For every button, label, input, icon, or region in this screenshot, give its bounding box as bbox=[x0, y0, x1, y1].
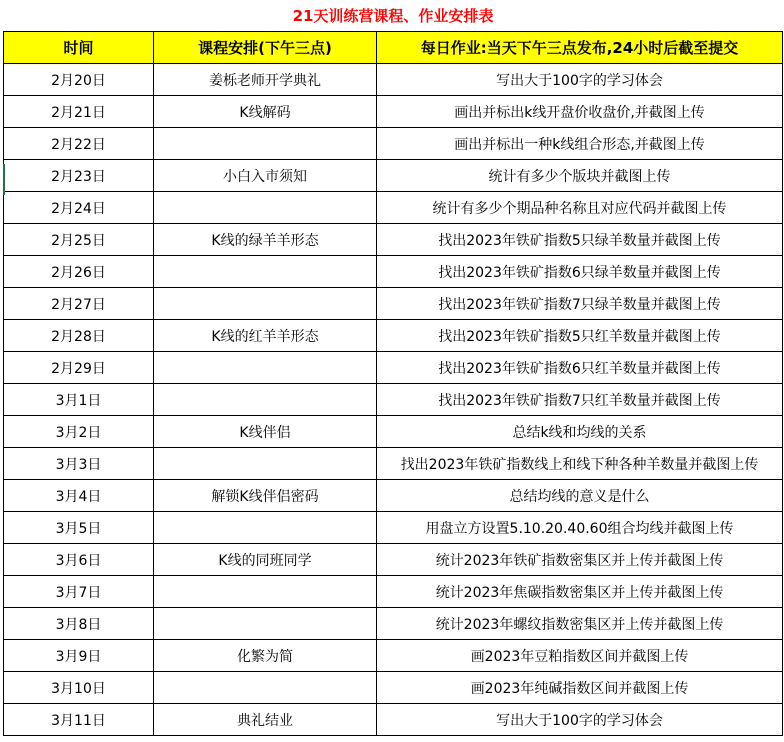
header-course[interactable]: 课程安排(下午三点) bbox=[154, 32, 377, 64]
table-row bbox=[4, 64, 783, 96]
date-cell[interactable]: 2月29日 bbox=[4, 352, 154, 384]
table-row bbox=[4, 544, 783, 576]
table-row bbox=[4, 128, 783, 160]
header-date[interactable]: 时间 bbox=[4, 32, 154, 64]
course-cell[interactable] bbox=[154, 512, 377, 544]
course-cell[interactable]: K线的绿羊羊形态 bbox=[154, 224, 377, 256]
date-cell[interactable]: 2月24日 bbox=[4, 192, 154, 224]
homework-cell[interactable]: 写出大于100字的学习体会 bbox=[377, 64, 783, 96]
date-cell[interactable]: 3月1日 bbox=[4, 384, 154, 416]
homework-cell[interactable]: 找出2023年铁矿指数5只红羊数量并截图上传 bbox=[377, 320, 783, 352]
homework-cell[interactable]: 统计2023年焦碳指数密集区并上传并截图上传 bbox=[377, 576, 783, 608]
course-cell[interactable]: 小白入市须知 bbox=[154, 160, 377, 192]
homework-cell[interactable]: 统计2023年铁矿指数密集区并上传并截图上传 bbox=[377, 544, 783, 576]
course-cell[interactable] bbox=[154, 352, 377, 384]
course-cell[interactable] bbox=[154, 288, 377, 320]
table-row bbox=[4, 480, 783, 512]
homework-cell[interactable]: 用盘立方设置5.10.20.40.60组合均线并截图上传 bbox=[377, 512, 783, 544]
date-cell[interactable]: 3月8日 bbox=[4, 608, 154, 640]
date-cell[interactable]: 3月7日 bbox=[4, 576, 154, 608]
course-cell[interactable] bbox=[154, 576, 377, 608]
selected-cell-indicator bbox=[3, 164, 5, 195]
homework-cell[interactable]: 找出2023年铁矿指数7只绿羊数量并截图上传 bbox=[377, 288, 783, 320]
date-cell[interactable]: 3月11日 bbox=[4, 704, 154, 736]
homework-cell[interactable]: 统计有多少个版块并截图上传 bbox=[377, 160, 783, 192]
course-cell[interactable]: 解锁K线伴侣密码 bbox=[154, 480, 377, 512]
table-row bbox=[4, 160, 783, 192]
table-row bbox=[4, 256, 783, 288]
course-cell[interactable] bbox=[154, 192, 377, 224]
homework-cell[interactable]: 画2023年豆粕指数区间并截图上传 bbox=[377, 640, 783, 672]
homework-cell[interactable]: 找出2023年铁矿指数6只红羊数量并截图上传 bbox=[377, 352, 783, 384]
date-cell[interactable]: 3月6日 bbox=[4, 544, 154, 576]
table-row bbox=[4, 512, 783, 544]
course-cell[interactable] bbox=[154, 672, 377, 704]
date-cell[interactable]: 3月10日 bbox=[4, 672, 154, 704]
date-cell[interactable]: 2月20日 bbox=[4, 64, 154, 96]
homework-cell[interactable]: 画出并标出k线开盘价收盘价,并截图上传 bbox=[377, 96, 783, 128]
course-cell[interactable] bbox=[154, 128, 377, 160]
homework-cell[interactable]: 找出2023年铁矿指数5只绿羊数量并截图上传 bbox=[377, 224, 783, 256]
table-row bbox=[4, 416, 783, 448]
table-row bbox=[4, 672, 783, 704]
course-cell[interactable]: K线的红羊羊形态 bbox=[154, 320, 377, 352]
homework-cell[interactable]: 找出2023年铁矿指数线上和线下种各种羊数量并截图上传 bbox=[377, 448, 783, 480]
header-homework[interactable]: 每日作业:当天下午三点发布,24小时后截至提交 bbox=[377, 32, 783, 64]
table-row bbox=[4, 288, 783, 320]
header-row bbox=[4, 32, 783, 64]
table-body bbox=[4, 64, 783, 736]
date-cell[interactable]: 3月5日 bbox=[4, 512, 154, 544]
date-cell[interactable]: 2月23日 bbox=[4, 160, 154, 192]
date-cell[interactable]: 2月27日 bbox=[4, 288, 154, 320]
title-row bbox=[4, 0, 783, 32]
date-cell[interactable]: 2月25日 bbox=[4, 224, 154, 256]
homework-cell[interactable]: 统计2023年螺纹指数密集区并上传并截图上传 bbox=[377, 608, 783, 640]
course-cell[interactable]: K线的同班同学 bbox=[154, 544, 377, 576]
course-cell[interactable]: 化繁为简 bbox=[154, 640, 377, 672]
date-cell[interactable]: 2月22日 bbox=[4, 128, 154, 160]
homework-cell[interactable]: 画出并标出一种k线组合形态,并截图上传 bbox=[377, 128, 783, 160]
table-row bbox=[4, 640, 783, 672]
course-cell[interactable] bbox=[154, 448, 377, 480]
table-row bbox=[4, 192, 783, 224]
table-row bbox=[4, 704, 783, 736]
date-cell[interactable]: 2月28日 bbox=[4, 320, 154, 352]
date-cell[interactable]: 2月26日 bbox=[4, 256, 154, 288]
course-cell[interactable]: K线解码 bbox=[154, 96, 377, 128]
table-row bbox=[4, 352, 783, 384]
date-cell[interactable]: 3月2日 bbox=[4, 416, 154, 448]
table-row bbox=[4, 576, 783, 608]
homework-cell[interactable]: 找出2023年铁矿指数6只绿羊数量并截图上传 bbox=[377, 256, 783, 288]
course-cell[interactable]: K线伴侣 bbox=[154, 416, 377, 448]
schedule-table bbox=[3, 0, 783, 736]
table-row bbox=[4, 224, 783, 256]
table-row bbox=[4, 448, 783, 480]
date-cell[interactable]: 3月9日 bbox=[4, 640, 154, 672]
date-cell[interactable]: 3月4日 bbox=[4, 480, 154, 512]
homework-cell[interactable]: 找出2023年铁矿指数7只红羊数量并截图上传 bbox=[377, 384, 783, 416]
course-cell[interactable]: 姜栎老师开学典礼 bbox=[154, 64, 377, 96]
course-cell[interactable] bbox=[154, 256, 377, 288]
homework-cell[interactable]: 总结k线和均线的关系 bbox=[377, 416, 783, 448]
homework-cell[interactable]: 统计有多少个期品种名称且对应代码并截图上传 bbox=[377, 192, 783, 224]
table-row bbox=[4, 608, 783, 640]
homework-cell[interactable]: 写出大于100字的学习体会 bbox=[377, 704, 783, 736]
homework-cell[interactable]: 总结均线的意义是什么 bbox=[377, 480, 783, 512]
date-cell[interactable]: 3月3日 bbox=[4, 448, 154, 480]
course-cell[interactable]: 典礼结业 bbox=[154, 704, 377, 736]
course-cell[interactable] bbox=[154, 608, 377, 640]
course-cell[interactable] bbox=[154, 384, 377, 416]
homework-cell[interactable]: 画2023年纯碱指数区间并截图上传 bbox=[377, 672, 783, 704]
sheet-title[interactable]: 21天训练营课程、作业安排表 bbox=[292, 7, 494, 25]
table-row bbox=[4, 96, 783, 128]
table-row bbox=[4, 384, 783, 416]
table-row bbox=[4, 320, 783, 352]
date-cell[interactable]: 2月21日 bbox=[4, 96, 154, 128]
